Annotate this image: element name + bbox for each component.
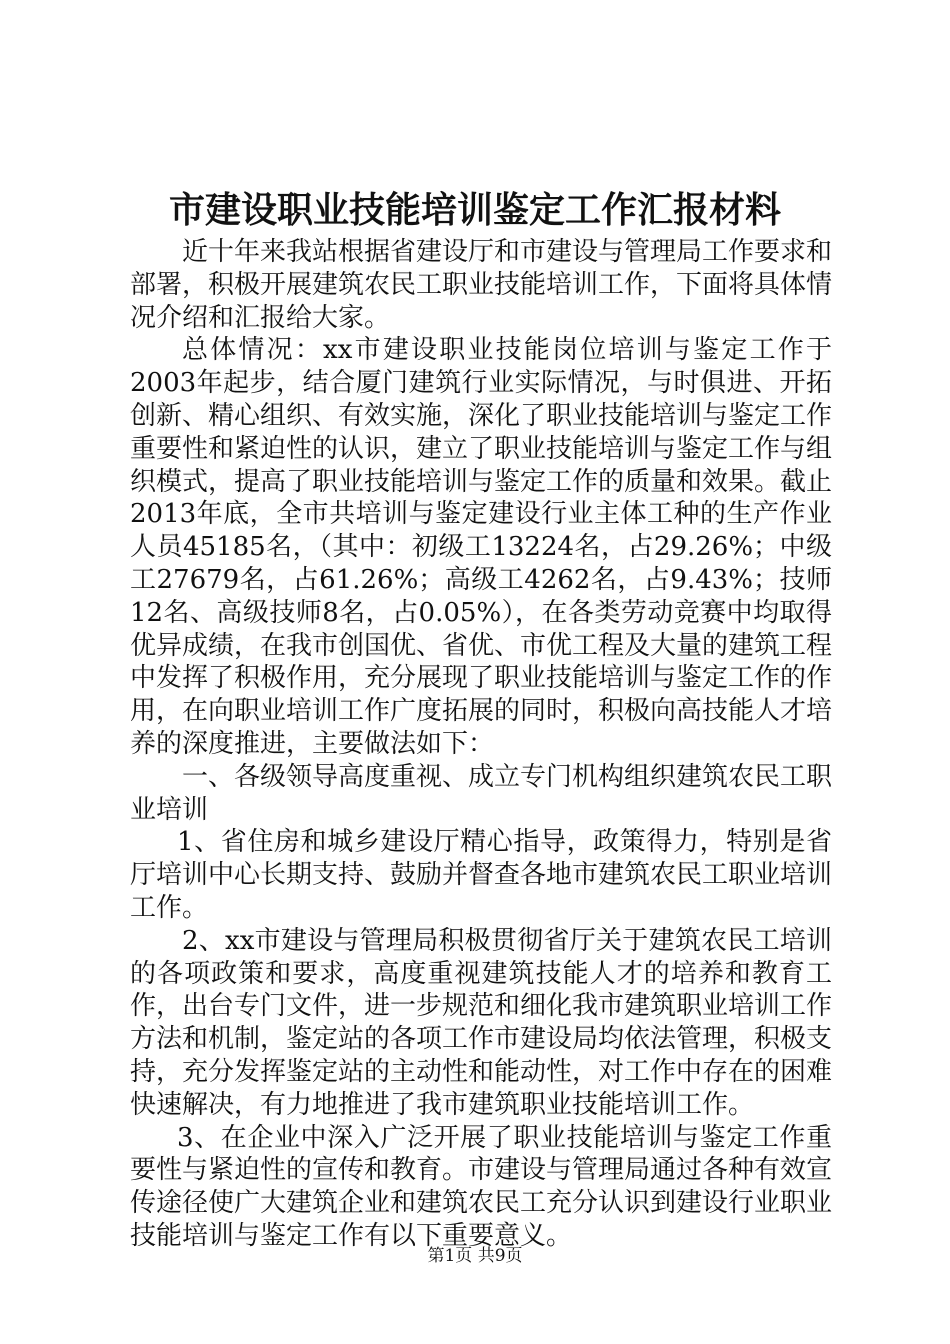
paragraph-intro: 近十年来我站根据省建设厅和市建设与管理局工作要求和部署，积极开展建筑农民工职业技能培训工作，下面将具体情况介绍和汇报给大家。 (130, 237, 833, 333)
paragraph-item-1: 1、省住房和城乡建设厅精心指导，政策得力，特别是省厅培训中心长期支持、鼓励并督查各地市建筑农民工职业培训工作。 (130, 827, 833, 923)
section-heading-1: 一、各级领导高度重视、成立专门机构组织建筑农民工职业培训 (130, 761, 833, 825)
paragraph-item-3: 3、在企业中深入广泛开展了职业技能培训与鉴定工作重要性与紧迫性的宣传和教育。市建设与管理局通过各种有效宣传途径使广大建筑企业和建筑农民工充分认识到建设行业职业技能培训与鉴定工作有以下重要意义。 (130, 1122, 833, 1251)
document-title: 市建设职业技能培训鉴定工作汇报材料 (168, 189, 781, 231)
page-footer: 第1页 共9页 (427, 1246, 523, 1266)
paragraph-item-2: 2、xx市建设与管理局积极贯彻省厅关于建筑农民工培训的各项政策和要求，高度重视建筑技能人才的培养和教育工作，出台专门文件，进一步规范和细化我市建筑职业培训工作方法和机制，鉴定站的各项工作市建设局均依法管理，积极支持，充分发挥鉴定站的主动性和能动性，对工作中存在的困难快速解决，有力地推进了我市建筑职业技能培训工作。 (130, 925, 833, 1120)
document-body (130, 236, 832, 1253)
paragraph-overview: 总体情况：xx市建设职业技能岗位培训与鉴定工作于2003年起步，结合厦门建筑行业实际情况，与时俱进、开拓创新、精心组织、有效实施，深化了职业技能培训与鉴定工作重要性和紧迫性的认识，建立了职业技能培训与鉴定工作与组织模式，提高了职业技能培训与鉴定工作的质量和效果。截止2013年底，全市共培训与鉴定建设行业主体工种的生产作业人员45185名，（其中：初级工13224名，占29.26%；中级工27679名，占61.26%；高级工4262名，占9.43%；技师12名、高级技师8名，占0.05%），在各类劳动竞赛中均取得优异成绩，在我市创国优、省优、市优工程及大量的建筑工程中发挥了积极作用，充分展现了职业技能培训与鉴定工作的作用，在向职业培训工作广度拓展的同时，积极向高技能人才培养的深度推进，主要做法如下： (130, 335, 833, 759)
